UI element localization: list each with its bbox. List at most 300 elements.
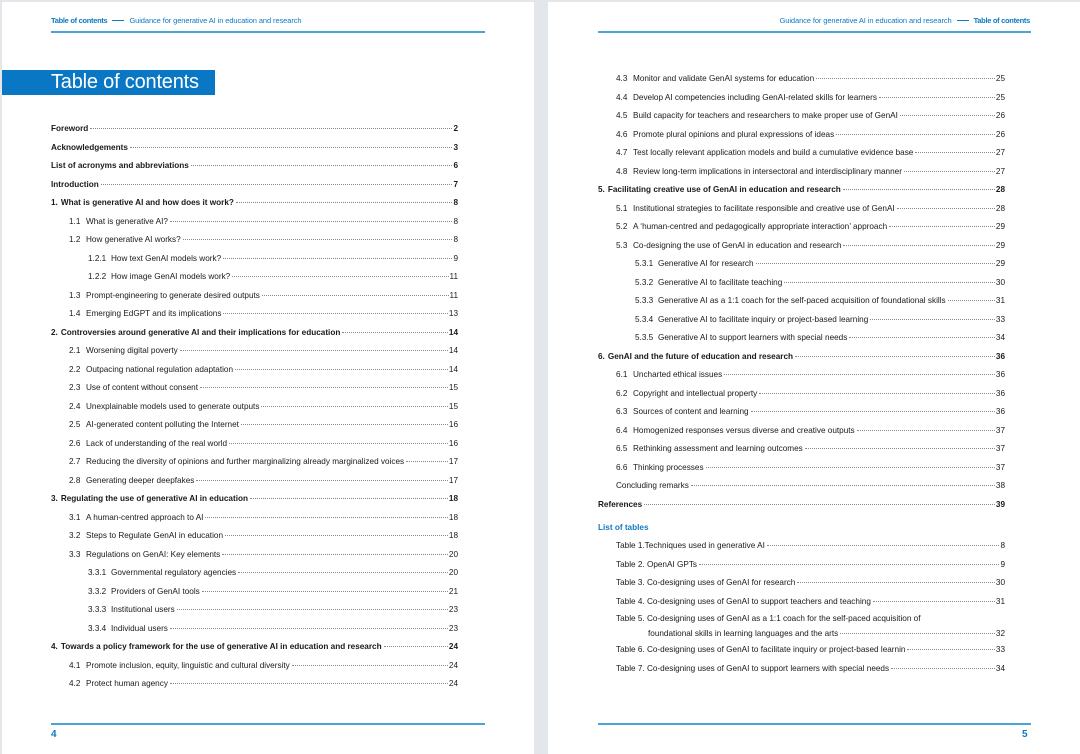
dot-leader xyxy=(225,535,448,536)
table-entry-continuation-line xyxy=(616,626,1005,642)
toc-entry[interactable] xyxy=(51,232,458,251)
toc-entry-page: 17 xyxy=(448,475,458,485)
toc-entry-title: Foreword xyxy=(51,121,89,137)
toc-entry-page: 27 xyxy=(995,148,1005,157)
footer-rule xyxy=(598,723,1031,725)
toc-entry-title: Use of content without consent xyxy=(86,380,199,396)
toc-entry-title: Generative AI to facilitate inquiry or project-based learning xyxy=(658,312,869,328)
toc-entry-number: 5.3 xyxy=(616,240,628,250)
page-right xyxy=(548,2,1080,754)
toc-entry[interactable] xyxy=(51,454,458,473)
dot-leader xyxy=(406,461,448,462)
dot-leader xyxy=(816,78,995,79)
toc-entry[interactable] xyxy=(598,349,1005,368)
toc-entry[interactable] xyxy=(51,140,458,159)
dot-leader xyxy=(202,591,448,592)
toc-entry-title: Promote plural opinions and plural expressions of ideas xyxy=(633,127,835,143)
toc-entry-number: 4.1 xyxy=(69,660,81,670)
toc-entry-page: 8 xyxy=(453,235,458,244)
dot-leader xyxy=(900,115,995,116)
toc-entry[interactable] xyxy=(51,158,458,177)
toc-entry-title: Homogenized responses versus diverse and creative outputs xyxy=(633,423,856,439)
toc-entry-number: 3.1 xyxy=(69,512,81,522)
toc-entry[interactable] xyxy=(51,602,458,621)
dot-leader xyxy=(101,184,453,185)
dot-leader xyxy=(784,282,995,283)
dot-leader xyxy=(843,189,995,190)
toc-entry-title: Controversies around generative AI and their implications for education xyxy=(61,325,342,341)
toc-entry-page: 24 xyxy=(448,642,458,651)
toc-entry-title: Lack of understanding of the real world xyxy=(86,436,228,452)
dot-leader xyxy=(200,387,448,388)
toc-entry-page: 36 xyxy=(995,351,1005,361)
dot-leader xyxy=(751,411,995,412)
dot-leader xyxy=(915,152,995,153)
toc-entry-page: 37 xyxy=(995,444,1005,453)
dot-leader xyxy=(857,430,995,431)
toc-entry-page: 11 xyxy=(449,272,458,281)
toc-entry-number: 6.1 xyxy=(616,370,628,379)
toc-entry[interactable] xyxy=(51,436,458,455)
toc-entry-page: 29 xyxy=(995,259,1005,268)
running-head-section: Table of contents xyxy=(973,16,1030,25)
toc-entry-number: 5.3.1 xyxy=(635,259,654,268)
table-entry-title: Table 2. OpenAI GPTs xyxy=(616,557,698,573)
page-left xyxy=(2,2,534,754)
toc-entry[interactable] xyxy=(51,473,458,492)
toc-entry-number: 1.2.1 xyxy=(88,253,107,263)
dot-leader xyxy=(130,147,453,148)
dot-leader xyxy=(805,448,995,449)
toc-entry[interactable] xyxy=(51,528,458,547)
table-entry-page: 32 xyxy=(995,629,1005,638)
toc-entry-title: Generative AI for research xyxy=(658,256,755,272)
toc-entry-page: 36 xyxy=(995,388,1005,398)
toc-entry-title: GenAI and the future of education and research xyxy=(608,349,794,365)
toc-entry-page: 18 xyxy=(448,512,458,522)
table-list-entry[interactable] xyxy=(598,575,1005,594)
table-list-entry[interactable] xyxy=(598,661,1005,680)
toc-entry-page: 37 xyxy=(995,462,1005,472)
toc-entry-title: Reducing the diversity of opinions and further marginalizing already marginalized voices xyxy=(86,454,405,470)
table-entry-title: Table 5. Co-designing uses of GenAI as a 1:1 coach for the self-paced acquisition of xyxy=(616,614,921,623)
dot-leader xyxy=(795,356,995,357)
toc-entry-number: 4.2 xyxy=(69,679,81,688)
toc-list-right xyxy=(598,71,1005,679)
toc-entry-title: Sources of content and learning xyxy=(633,404,750,420)
toc-entry-title: Regulating the use of generative AI in education xyxy=(61,491,249,507)
footer-rule xyxy=(51,723,485,725)
toc-entry-title: Test locally relevant application models and build a cumulative evidence base xyxy=(633,145,914,161)
dot-leader xyxy=(170,221,453,222)
toc-entry-title: Facilitating creative use of GenAI in education and research xyxy=(608,182,842,198)
table-entry-page: 9 xyxy=(1000,559,1005,569)
toc-entry-title: References xyxy=(598,497,643,513)
toc-entry-number: 6. xyxy=(598,351,605,361)
dot-leader xyxy=(196,480,448,481)
toc-entry-page: 23 xyxy=(448,605,458,614)
toc-entry-title: Steps to Regulate GenAI in education xyxy=(86,528,224,544)
toc-entry-number: 6.5 xyxy=(616,444,628,453)
toc-entry[interactable] xyxy=(598,201,1005,220)
toc-entry-page: 8 xyxy=(453,198,458,207)
toc-entry-page: 15 xyxy=(448,383,458,392)
toc-entry-number: 4. xyxy=(51,642,58,651)
table-entry-page: 33 xyxy=(995,645,1005,654)
toc-entry[interactable] xyxy=(598,127,1005,146)
toc-entry[interactable] xyxy=(598,71,1005,90)
running-head xyxy=(51,16,301,25)
dot-leader xyxy=(948,300,995,301)
dot-leader xyxy=(879,97,995,98)
dot-leader xyxy=(205,517,447,518)
toc-entry-number: 6.3 xyxy=(616,407,628,416)
toc-entry[interactable] xyxy=(598,441,1005,460)
toc-entry-number: 3.2 xyxy=(69,531,81,540)
dot-leader xyxy=(236,202,453,203)
toc-entry-number: 3.3.2 xyxy=(88,586,107,596)
toc-entry-title: Outpacing national regulation adaptation xyxy=(86,362,234,378)
toc-entry-title: How text GenAI models work? xyxy=(111,251,222,267)
dot-leader xyxy=(250,498,448,499)
dot-leader xyxy=(223,258,452,259)
toc-entry-page: 26 xyxy=(995,111,1005,120)
toc-entry[interactable] xyxy=(51,177,458,196)
dot-leader xyxy=(90,128,452,129)
toc-entry[interactable] xyxy=(598,460,1005,479)
toc-entry-page: 39 xyxy=(995,499,1005,509)
toc-entry[interactable] xyxy=(51,658,458,677)
toc-entry-title: Unexplainable models used to generate outputs xyxy=(86,399,260,415)
toc-entry[interactable] xyxy=(598,182,1005,201)
toc-entry-number: 3. xyxy=(51,494,58,503)
toc-entry-title: Individual users xyxy=(111,621,169,637)
toc-entry[interactable] xyxy=(51,343,458,362)
toc-entry-title: Uncharted ethical issues xyxy=(633,367,723,383)
toc-entry-page: 28 xyxy=(995,185,1005,194)
toc-entry-number: 1.2.2 xyxy=(88,272,107,281)
toc-entry[interactable] xyxy=(598,219,1005,238)
toc-entry-number: 6.4 xyxy=(616,425,628,435)
dot-leader xyxy=(235,369,448,370)
dot-leader xyxy=(891,668,995,669)
toc-entry-number: 2.8 xyxy=(69,475,81,485)
toc-entry-number: 2.3 xyxy=(69,383,81,392)
toc-entry-page: 20 xyxy=(448,568,458,577)
dot-leader xyxy=(384,646,448,647)
toc-entry-title: Develop AI competencies including GenAI-related skills for learners xyxy=(633,90,878,106)
dot-leader xyxy=(904,171,995,172)
table-entry-title: Table 1.Techniques used in generative AI xyxy=(616,538,766,554)
toc-entry-title: Thinking processes xyxy=(633,460,705,476)
toc-entry-page: 21 xyxy=(448,586,458,596)
toc-entry-number: 5.3.2 xyxy=(635,277,654,287)
toc-entry[interactable] xyxy=(598,386,1005,405)
toc-entry-title: Generative AI as a 1:1 coach for the self-paced acquisition of foundational skills xyxy=(658,293,947,309)
toc-entry[interactable] xyxy=(598,145,1005,164)
dot-leader xyxy=(706,467,995,468)
dot-leader xyxy=(222,554,448,555)
toc-entry[interactable] xyxy=(51,399,458,418)
table-entry-title: Table 6. Co-designing uses of GenAI to facilitate inquiry or project-based learnin xyxy=(616,642,906,658)
dot-leader xyxy=(170,683,448,684)
list-of-tables xyxy=(598,538,1005,679)
toc-entry-title: What is generative AI and how does it work? xyxy=(61,195,235,211)
toc-entry-page: 18 xyxy=(448,494,458,503)
dot-leader xyxy=(170,628,448,629)
toc-entry[interactable] xyxy=(598,164,1005,183)
dot-leader xyxy=(183,239,453,240)
toc-entry-number: 2.2 xyxy=(69,364,81,374)
toc-entry-number: 1.1 xyxy=(69,216,81,226)
dot-leader xyxy=(767,545,1000,546)
running-head-section: Table of contents xyxy=(51,16,108,25)
toc-entry[interactable] xyxy=(51,288,458,307)
page-number: 5 xyxy=(1022,729,1028,740)
toc-entry-number: 2.4 xyxy=(69,401,81,411)
toc-entry-title: Institutional users xyxy=(111,602,176,618)
toc-entry[interactable] xyxy=(598,238,1005,257)
dot-leader xyxy=(843,245,994,246)
toc-entry[interactable] xyxy=(598,108,1005,127)
toc-entry-page: 13 xyxy=(448,309,458,318)
toc-entry-title: Emerging EdGPT and its implications xyxy=(86,306,222,322)
toc-entry-page: 14 xyxy=(448,327,458,337)
toc-entry[interactable] xyxy=(51,676,458,695)
toc-entry-number: 6.2 xyxy=(616,388,628,398)
running-head xyxy=(780,16,1030,25)
dot-leader xyxy=(873,601,995,602)
toc-entry[interactable] xyxy=(598,90,1005,109)
toc-entry-title: Acknowledgements xyxy=(51,140,129,156)
page-number: 4 xyxy=(51,729,57,740)
dot-leader xyxy=(342,332,448,333)
toc-entry-title: Rethinking assessment and learning outcomes xyxy=(633,441,804,457)
toc-entry-number: 4.3 xyxy=(616,74,628,83)
table-entry-title: Table 3. Co-designing uses of GenAI for research xyxy=(616,575,796,591)
toc-entries xyxy=(598,71,1005,515)
toc-entry[interactable] xyxy=(51,251,458,270)
running-head-dash xyxy=(112,20,124,21)
toc-entry-page: 37 xyxy=(995,425,1005,435)
toc-entry[interactable] xyxy=(51,325,458,344)
toc-entry-number: 3.3.3 xyxy=(88,605,107,614)
toc-entry[interactable] xyxy=(51,417,458,436)
toc-entry[interactable] xyxy=(598,497,1005,516)
toc-entry-page: 18 xyxy=(448,531,458,540)
toc-entry-title: Worsening digital poverty xyxy=(86,343,179,359)
toc-entry-page: 16 xyxy=(448,438,458,448)
toc-entry-title: A human-centred approach to AI xyxy=(86,510,204,526)
dot-leader xyxy=(840,633,995,634)
toc-entry-title: Build capacity for teachers and researchers to make proper use of GenAI xyxy=(633,108,899,124)
dot-leader xyxy=(229,443,448,444)
toc-entry-number: 5. xyxy=(598,185,605,194)
toc-entry-number: 1.3 xyxy=(69,290,81,300)
toc-entry-page: 25 xyxy=(995,92,1005,102)
table-entry-page: 8 xyxy=(1000,541,1005,550)
dot-leader xyxy=(262,295,449,296)
toc-entry[interactable] xyxy=(598,293,1005,312)
table-list-entry[interactable] xyxy=(598,538,1005,557)
toc-entry-number: 2.5 xyxy=(69,420,81,429)
toc-entry[interactable] xyxy=(51,510,458,529)
toc-entry-page: 27 xyxy=(995,166,1005,176)
toc-entry-page: 36 xyxy=(995,370,1005,379)
toc-entry-page: 14 xyxy=(448,364,458,374)
toc-entry-number: 1.2 xyxy=(69,235,81,244)
toc-entry-title: Introduction xyxy=(51,177,100,193)
toc-entry-page: 36 xyxy=(995,407,1005,416)
toc-entry[interactable] xyxy=(51,121,458,140)
table-list-entry[interactable] xyxy=(598,594,1005,613)
toc-entry-page: 16 xyxy=(448,420,458,429)
toc-entry[interactable] xyxy=(598,478,1005,497)
toc-entry-page: 24 xyxy=(448,679,458,688)
toc-entry[interactable] xyxy=(598,367,1005,386)
toc-entry-page: 14 xyxy=(448,346,458,355)
toc-entry-number: 4.8 xyxy=(616,166,628,176)
dot-leader xyxy=(191,165,453,166)
dot-leader xyxy=(889,226,995,227)
toc-entry-title: Copyright and intellectual property xyxy=(633,386,758,402)
toc-entry-number: 2.7 xyxy=(69,457,81,466)
toc-entry[interactable] xyxy=(51,547,458,566)
toc-entry-page: 25 xyxy=(995,74,1005,83)
toc-entry-title: Co-designing the use of GenAI in education and research xyxy=(633,238,842,254)
table-list-entry[interactable] xyxy=(598,612,1005,642)
toc-entry-title: How generative AI works? xyxy=(86,232,182,248)
toc-entry-page: 2 xyxy=(453,124,458,133)
table-entry-continuation: foundational skills in learning languages and the arts xyxy=(648,626,839,642)
running-head-title: Guidance for generative AI in education and research xyxy=(129,16,302,25)
toc-entry-page: 28 xyxy=(995,203,1005,213)
toc-entry-number: 4.4 xyxy=(616,92,628,102)
toc-entry-number: 1.4 xyxy=(69,309,81,318)
dot-leader xyxy=(756,263,995,264)
toc-entry-number: 5.2 xyxy=(616,222,628,231)
toc-entry-title: Prompt-engineering to generate desired outputs xyxy=(86,288,261,304)
toc-entry[interactable] xyxy=(51,269,458,288)
page-title: Table of contents xyxy=(2,70,215,95)
toc-entry[interactable] xyxy=(51,214,458,233)
toc-entry-number: 1. xyxy=(51,198,58,207)
toc-entry[interactable] xyxy=(51,362,458,381)
toc-entry[interactable] xyxy=(598,423,1005,442)
dot-leader xyxy=(759,393,995,394)
toc-entry[interactable] xyxy=(598,312,1005,331)
toc-entry-page: 29 xyxy=(995,222,1005,231)
toc-entry[interactable] xyxy=(51,491,458,510)
toc-entry-number: 2.6 xyxy=(69,438,81,448)
toc-entry-title: Protect human agency xyxy=(86,676,169,692)
toc-entry-number: 4.7 xyxy=(616,148,628,157)
table-entry-page: 30 xyxy=(995,578,1005,587)
dot-leader xyxy=(238,572,448,573)
toc-entry-page: 31 xyxy=(995,296,1005,305)
toc-entry-title: Generative AI to facilitate teaching xyxy=(658,275,783,291)
toc-entry-title: Regulations on GenAI: Key elements xyxy=(86,547,221,563)
toc-entry[interactable] xyxy=(51,306,458,325)
dot-leader xyxy=(724,374,995,375)
dot-leader xyxy=(292,665,448,666)
toc-entry[interactable] xyxy=(51,639,458,658)
toc-entry-title: A ‘human-centred and pedagogically appropriate interaction’ approach xyxy=(633,219,888,235)
toc-entry-number: 3.3 xyxy=(69,549,81,559)
toc-entry-number: 6.6 xyxy=(616,462,628,472)
toc-entry-page: 7 xyxy=(453,179,458,189)
toc-entry-number: 4.5 xyxy=(616,111,628,120)
dot-leader xyxy=(699,564,999,565)
toc-entry-number: 5.3.4 xyxy=(635,314,654,324)
toc-entry-page: 15 xyxy=(448,401,458,411)
header-rule xyxy=(51,31,485,33)
toc-entry-number: 5.3.3 xyxy=(635,296,654,305)
dot-leader xyxy=(849,337,995,338)
table-list-entry[interactable] xyxy=(598,557,1005,576)
toc-entry[interactable] xyxy=(51,621,458,640)
toc-entry-title: Promote inclusion, equity, linguistic and cultural diversity xyxy=(86,658,291,674)
running-head-title: Guidance for generative AI in education and research xyxy=(779,16,952,25)
toc-entry-title: Institutional strategies to facilitate responsible and creative use of GenAI xyxy=(633,201,896,217)
toc-entry[interactable] xyxy=(598,330,1005,349)
toc-entry-number: 5.3.5 xyxy=(635,333,654,342)
toc-entry-title: Review long-term implications in intersectoral and interdisciplinary manner xyxy=(633,164,903,180)
toc-entry[interactable] xyxy=(51,584,458,603)
toc-entry-title: List of acronyms and abbreviations xyxy=(51,158,190,174)
toc-entry-title: Generative AI to support learners with special needs xyxy=(658,330,848,346)
toc-entry-title: Providers of GenAI tools xyxy=(111,584,201,600)
toc-entry[interactable] xyxy=(51,380,458,399)
toc-entry-title: Monitor and validate GenAI systems for education xyxy=(633,71,815,87)
toc-entry-title: AI-generated content polluting the Internet xyxy=(86,417,240,433)
list-of-tables-heading: List of tables xyxy=(598,523,649,532)
dot-leader xyxy=(241,424,448,425)
toc-entry[interactable] xyxy=(51,565,458,584)
toc-entry-title: What is generative AI? xyxy=(86,214,169,230)
toc-entry-number: 2.1 xyxy=(69,346,81,355)
toc-entry-page: 26 xyxy=(995,129,1005,139)
toc-entry-title: Generating deeper deepfakes xyxy=(86,473,195,489)
toc-entry-page: 34 xyxy=(995,333,1005,342)
table-entry-page: 31 xyxy=(995,596,1005,606)
toc-entry-page: 38 xyxy=(995,481,1005,490)
dot-leader xyxy=(797,582,995,583)
toc-entry-number: 2. xyxy=(51,327,58,337)
toc-entry-number: 3.3.1 xyxy=(88,568,107,577)
toc-entry[interactable] xyxy=(598,275,1005,294)
toc-entry[interactable] xyxy=(598,256,1005,275)
toc-entry-page: 11 xyxy=(449,290,458,300)
dot-leader xyxy=(644,504,995,505)
running-head-dash xyxy=(957,20,969,21)
dot-leader xyxy=(870,319,995,320)
toc-list-left xyxy=(51,121,458,695)
toc-entry[interactable] xyxy=(598,404,1005,423)
dot-leader xyxy=(897,208,995,209)
toc-entry-title: How image GenAI models work? xyxy=(111,269,231,285)
toc-entry-page: 6 xyxy=(453,161,458,170)
toc-entry-number: 5.1 xyxy=(616,203,628,213)
table-entry-page: 34 xyxy=(995,663,1005,673)
toc-entry[interactable] xyxy=(51,195,458,214)
toc-entry-page: 8 xyxy=(453,216,458,226)
table-list-entry[interactable] xyxy=(598,642,1005,661)
toc-entry-title: Towards a policy framework for the use of generative AI in education and research xyxy=(61,639,383,655)
toc-entry-page: 9 xyxy=(453,253,458,263)
toc-entry-page: 30 xyxy=(995,277,1005,287)
toc-entry-page: 24 xyxy=(448,660,458,670)
